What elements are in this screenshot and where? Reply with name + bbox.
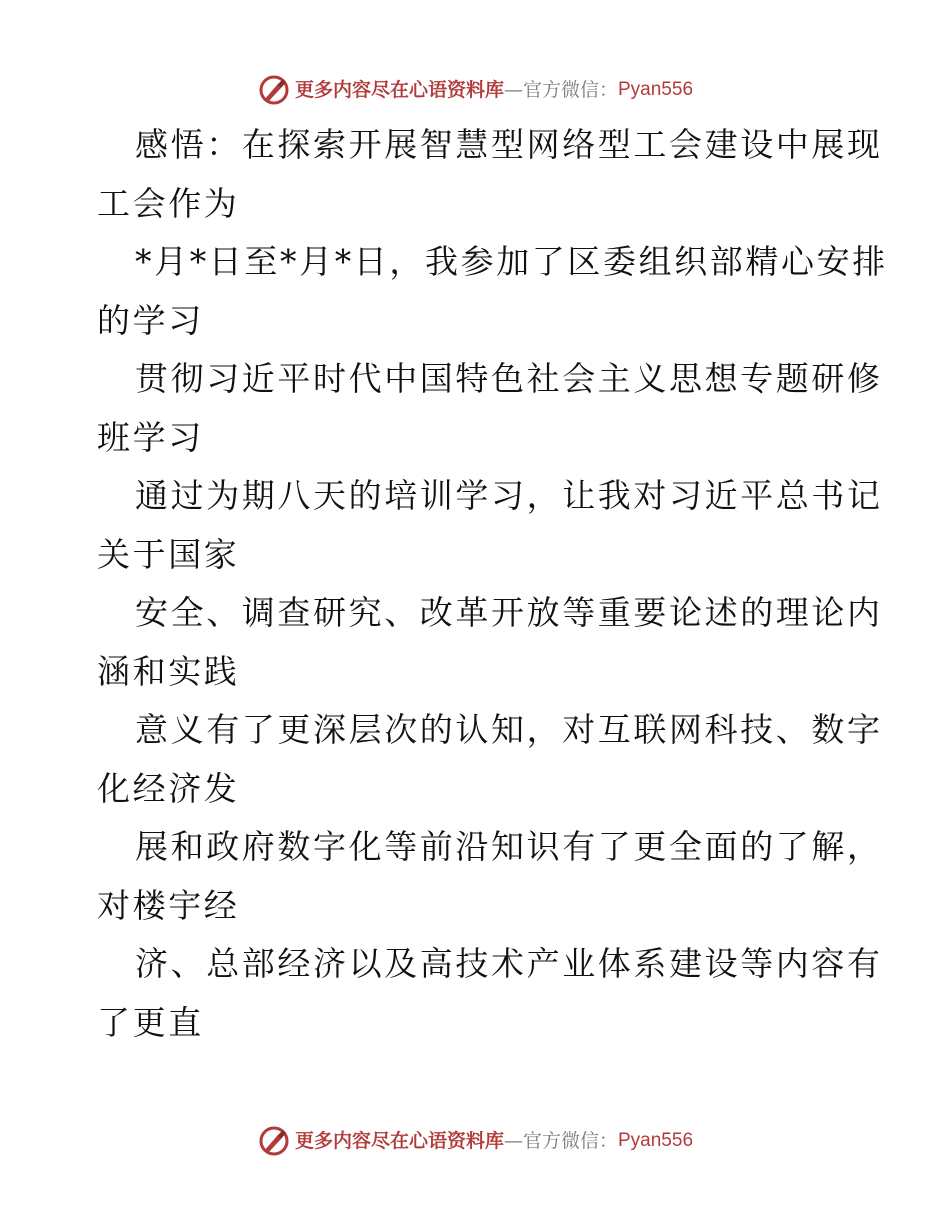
header-banner (0, 73, 950, 107)
banner-site-text: 更多内容尽在心语资料库 (294, 1130, 504, 1152)
text-line: 济、总部经济以及高技术产业体系建设等内容有 (135, 944, 883, 983)
text-line: 感悟：在探索开展智慧型网络型工会建设中展现 (135, 125, 883, 164)
banner-dash: — (503, 1130, 523, 1152)
text-line: 工会作为 (97, 183, 240, 223)
text-line: 关于国家 (97, 534, 240, 574)
banner-wechat-label: 官方微信： (522, 79, 618, 101)
text-line: 对楼宇经 (97, 885, 240, 925)
text-line: 安全、调查研究、改革开放等重要论述的理论内 (135, 593, 883, 632)
text-line: *月*日至*月*日，我参加了区委组织部精心安排 (135, 242, 888, 281)
banner-dash: — (503, 79, 523, 101)
text-line: 贯彻习近平时代中国特色社会主义思想专题研修 (135, 359, 883, 398)
document-body (97, 116, 888, 1052)
text-line: 的学习 (97, 300, 204, 340)
text-line: 通过为期八天的培训学习，让我对习近平总书记 (135, 476, 883, 515)
text-line: 了更直 (97, 1002, 204, 1042)
banner-wechat-label: 官方微信： (522, 1130, 618, 1152)
pen-seal-logo-icon (257, 73, 291, 107)
text-line: 班学习 (97, 417, 204, 457)
banner-wechat-id: Pyan556 (618, 1130, 694, 1151)
text-line: 展和政府数字化等前沿知识有了更全面的了解， (135, 827, 883, 866)
pen-seal-logo-icon (257, 1124, 291, 1158)
text-line: 意义有了更深层次的认知，对互联网科技、数字 (135, 710, 883, 749)
banner-site-text: 更多内容尽在心语资料库 (294, 79, 504, 101)
footer-banner (0, 1124, 950, 1158)
banner-wechat-id: Pyan556 (618, 79, 694, 100)
text-line: 化经济发 (97, 768, 240, 808)
text-line: 涵和实践 (97, 651, 240, 691)
